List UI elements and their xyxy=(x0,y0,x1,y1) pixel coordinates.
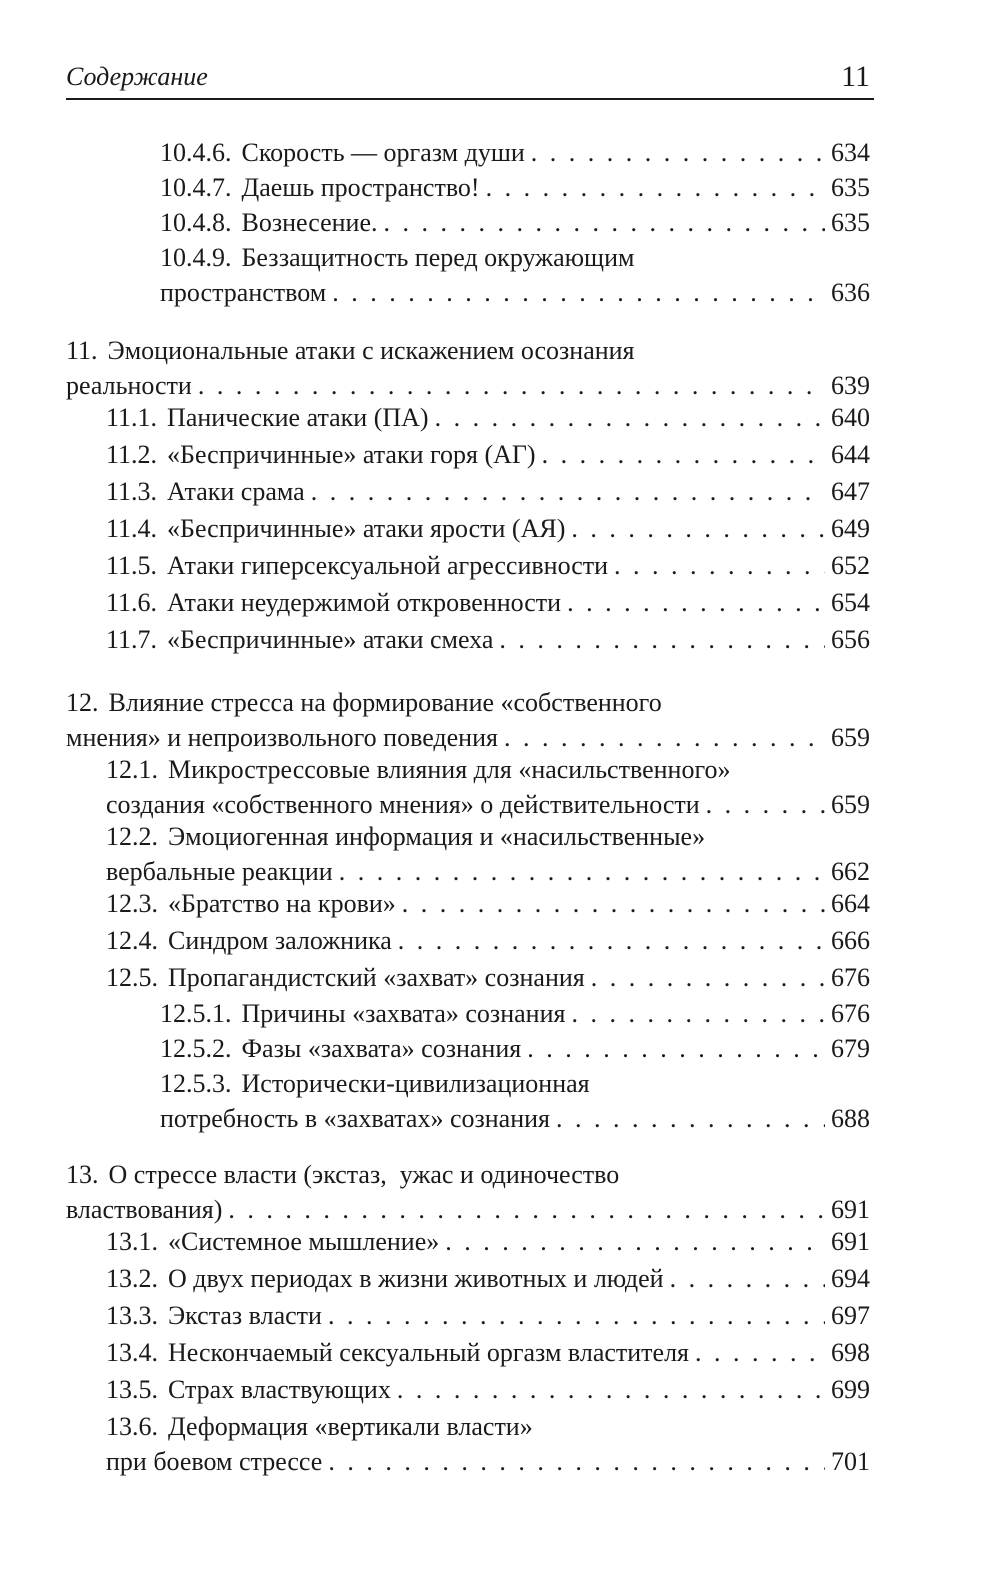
page-ref: 635 xyxy=(831,173,870,202)
toc-entry xyxy=(106,1335,870,1370)
toc-entry-line xyxy=(106,548,870,583)
toc-entry xyxy=(106,923,870,958)
toc-entry-line xyxy=(66,333,870,368)
dot-leader xyxy=(614,548,825,583)
toc-entry-line xyxy=(160,1066,870,1101)
toc-entry-line xyxy=(106,1261,870,1296)
section-number: 12.4. xyxy=(106,926,158,955)
section-title: Вознесение. xyxy=(241,208,378,237)
section-title: Скорость — оргазм души xyxy=(241,138,525,167)
toc-entry-line xyxy=(106,474,870,509)
dot-leader xyxy=(332,275,825,310)
section-title: «Братство на крови» xyxy=(168,889,396,918)
section-title: Исторически-цивилизационная xyxy=(241,1069,590,1098)
toc-entry xyxy=(66,685,870,755)
section-title: Беззащитность перед окружающим xyxy=(241,243,635,272)
toc-entry xyxy=(106,960,870,995)
section-number: 12.1. xyxy=(106,755,158,784)
toc-entry xyxy=(106,437,870,472)
page-ref: 652 xyxy=(831,551,870,580)
toc-entry-line xyxy=(66,685,870,720)
toc-entry-line xyxy=(106,585,870,620)
section-title: Деформация «вертикали власти» xyxy=(168,1412,533,1441)
section-number: 11.4. xyxy=(106,514,158,543)
toc-entry xyxy=(106,585,870,620)
toc-entry xyxy=(106,511,870,546)
toc-entry-line xyxy=(106,437,870,472)
dot-leader xyxy=(504,720,825,755)
toc-entry-line xyxy=(66,1192,870,1227)
dot-leader xyxy=(339,854,825,889)
toc-entry-line xyxy=(160,135,870,170)
toc-entry xyxy=(106,1372,870,1407)
toc-entry-line xyxy=(106,1298,870,1333)
toc-entry-line xyxy=(160,1031,870,1066)
page-ref: 691 xyxy=(831,1195,870,1224)
section-number: 11.1. xyxy=(106,403,158,432)
toc-entry xyxy=(160,240,870,310)
page-ref: 649 xyxy=(831,514,870,543)
toc-entry xyxy=(106,752,870,822)
page-ref: 654 xyxy=(831,588,870,617)
toc-entry xyxy=(106,474,870,509)
toc-entry-line xyxy=(106,400,870,435)
section-title: Эмоциональные атаки с искажением осознания xyxy=(107,336,635,365)
section-title: создания «собственного мнения» о действительности xyxy=(106,790,700,819)
section-title: Нескончаемый сексуальный оргазм властителя xyxy=(168,1338,690,1367)
section-title: реальности xyxy=(66,371,192,400)
page-number: 11 xyxy=(841,60,870,93)
section-number: 12.5.2. xyxy=(160,1034,232,1063)
dot-leader xyxy=(398,923,825,958)
dot-leader xyxy=(328,1298,825,1333)
toc-entry-line xyxy=(106,622,870,657)
toc-entry xyxy=(160,205,870,240)
section-title: Влияние стресса на формирование «собственного xyxy=(108,688,662,717)
dot-leader xyxy=(571,996,825,1031)
dot-leader xyxy=(486,170,825,205)
section-number: 11.2. xyxy=(106,440,158,469)
section-title: О стрессе власти (экстаз, ужас и одиночество xyxy=(108,1160,620,1189)
page-ref: 676 xyxy=(831,999,870,1028)
page-ref: 640 xyxy=(831,403,870,432)
section-title: Страх властвующих xyxy=(168,1375,391,1404)
section-title: «Беспричинные» атаки смеха xyxy=(167,625,494,654)
toc-entry xyxy=(106,1224,870,1259)
page-ref: 659 xyxy=(831,723,870,752)
page-ref: 656 xyxy=(831,625,870,654)
section-title: Причины «захвата» сознания xyxy=(241,999,566,1028)
page-ref: 644 xyxy=(831,440,870,469)
toc-entry-line xyxy=(106,1444,870,1479)
dot-leader xyxy=(228,1192,825,1227)
page-ref: 691 xyxy=(831,1227,870,1256)
page-ref: 639 xyxy=(831,371,870,400)
section-number: 13.1. xyxy=(106,1227,158,1256)
toc-entry-line xyxy=(160,275,870,310)
section-number: 11.5. xyxy=(106,551,158,580)
section-title: вербальные реакции xyxy=(106,857,333,886)
page-header xyxy=(66,58,874,100)
toc-entry-line xyxy=(106,923,870,958)
toc-entry xyxy=(106,400,870,435)
section-title: Атаки гиперсексуальной агрессивности xyxy=(167,551,609,580)
dot-leader xyxy=(527,1031,825,1066)
toc-entry-line xyxy=(106,1224,870,1259)
toc-entry-line xyxy=(106,854,870,889)
toc-entry xyxy=(106,1409,870,1479)
running-title: Содержание xyxy=(66,62,208,91)
toc-entry-line xyxy=(106,787,870,822)
dot-leader xyxy=(706,787,825,822)
section-title: Панические атаки (ПА) xyxy=(167,403,429,432)
section-number: 11.3. xyxy=(106,477,158,506)
toc-entry-line xyxy=(106,886,870,921)
section-number: 10.4.6. xyxy=(160,138,232,167)
page-ref: 699 xyxy=(831,1375,870,1404)
toc-entry-line xyxy=(106,1335,870,1370)
page-ref: 694 xyxy=(831,1264,870,1293)
page-ref: 701 xyxy=(831,1447,870,1476)
dot-leader xyxy=(567,585,825,620)
page-ref: 635 xyxy=(831,208,870,237)
page-ref: 666 xyxy=(831,926,870,955)
section-number: 11.6. xyxy=(106,588,158,617)
toc-entry-line xyxy=(106,752,870,787)
section-number: 13.2. xyxy=(106,1264,158,1293)
section-title: Фазы «захвата» сознания xyxy=(241,1034,522,1063)
page-ref: 636 xyxy=(831,278,870,307)
toc-entry xyxy=(106,819,870,889)
toc-entry-line xyxy=(106,1409,870,1444)
section-title: властвования) xyxy=(66,1195,223,1224)
section-number: 11.7. xyxy=(106,625,158,654)
page-ref: 659 xyxy=(831,790,870,819)
toc-entry xyxy=(160,996,870,1031)
section-number: 13.4. xyxy=(106,1338,158,1367)
toc-entry-line xyxy=(160,240,870,275)
dot-leader xyxy=(499,622,825,657)
section-number: 13.6. xyxy=(106,1412,158,1441)
section-title: пространством xyxy=(160,278,327,307)
section-number: 13.3. xyxy=(106,1301,158,1330)
section-number: 12.3. xyxy=(106,889,158,918)
toc-entry-line xyxy=(160,170,870,205)
page-ref: 679 xyxy=(831,1034,870,1063)
section-title: «Системное мышление» xyxy=(168,1227,440,1256)
dot-leader xyxy=(198,368,825,403)
section-title: мнения» и непроизвольного поведения xyxy=(66,723,498,752)
toc-entry xyxy=(106,1261,870,1296)
section-title: Эмоциогенная информация и «насильственные» xyxy=(168,822,706,851)
section-title: Пропагандистский «захват» сознания xyxy=(168,963,585,992)
dot-leader xyxy=(383,205,825,240)
section-number: 12.5.1. xyxy=(160,999,232,1028)
section-title: Даешь пространство! xyxy=(241,173,480,202)
toc-entry xyxy=(66,1157,870,1227)
section-number: 13. xyxy=(66,1160,99,1189)
toc-entry xyxy=(106,622,870,657)
section-title: потребность в «захватах» сознания xyxy=(160,1104,550,1133)
section-title: при боевом стрессе xyxy=(106,1447,323,1476)
page-ref: 662 xyxy=(831,857,870,886)
dot-leader xyxy=(531,135,825,170)
section-number: 10.4.7. xyxy=(160,173,232,202)
toc-entry-line xyxy=(66,368,870,403)
section-number: 12.2. xyxy=(106,822,158,851)
toc-entry-line xyxy=(106,1372,870,1407)
page-ref: 664 xyxy=(831,889,870,918)
section-number: 11. xyxy=(66,336,98,365)
section-title: Микрострессовые влияния для «насильственного» xyxy=(168,755,731,784)
section-title: «Беспричинные» атаки ярости (АЯ) xyxy=(167,514,566,543)
section-number: 13.5. xyxy=(106,1375,158,1404)
section-title: «Беспричинные» атаки горя (АГ) xyxy=(167,440,536,469)
toc-entry-line xyxy=(106,819,870,854)
toc-entry-line xyxy=(106,511,870,546)
section-number: 12.5.3. xyxy=(160,1069,232,1098)
page-ref: 647 xyxy=(831,477,870,506)
toc-entry-line xyxy=(66,1157,870,1192)
toc-entry-line xyxy=(106,960,870,995)
section-title: Синдром заложника xyxy=(168,926,392,955)
page-ref: 634 xyxy=(831,138,870,167)
section-number: 10.4.9. xyxy=(160,243,232,272)
toc-entry-line xyxy=(160,205,870,240)
page-ref: 697 xyxy=(831,1301,870,1330)
dot-leader xyxy=(311,474,825,509)
toc-entry xyxy=(160,1066,870,1136)
section-number: 12.5. xyxy=(106,963,158,992)
dot-leader xyxy=(402,886,825,921)
toc-entry xyxy=(160,135,870,170)
dot-leader xyxy=(670,1261,825,1296)
page-ref: 688 xyxy=(831,1104,870,1133)
dot-leader xyxy=(445,1224,825,1259)
dot-leader xyxy=(695,1335,825,1370)
toc-entry xyxy=(106,886,870,921)
dot-leader xyxy=(591,960,825,995)
dot-leader xyxy=(397,1372,825,1407)
section-number: 10.4.8. xyxy=(160,208,232,237)
toc-entry-line xyxy=(160,996,870,1031)
section-title: Атаки неудержимой откровенности xyxy=(167,588,562,617)
toc-entry xyxy=(66,333,870,403)
section-title: Атаки срама xyxy=(167,477,305,506)
dot-leader xyxy=(435,400,825,435)
section-number: 12. xyxy=(66,688,99,717)
toc-entry xyxy=(106,548,870,583)
toc-entry-line xyxy=(160,1101,870,1136)
toc-entry xyxy=(160,1031,870,1066)
dot-leader xyxy=(542,437,825,472)
dot-leader xyxy=(556,1101,825,1136)
toc-entry xyxy=(106,1298,870,1333)
toc-entry xyxy=(160,170,870,205)
dot-leader xyxy=(571,511,825,546)
toc-entry-line xyxy=(66,720,870,755)
section-title: Экстаз власти xyxy=(168,1301,322,1330)
page-ref: 676 xyxy=(831,963,870,992)
section-title: О двух периодах в жизни животных и людей xyxy=(168,1264,664,1293)
dot-leader xyxy=(328,1444,825,1479)
page-ref: 698 xyxy=(831,1338,870,1367)
